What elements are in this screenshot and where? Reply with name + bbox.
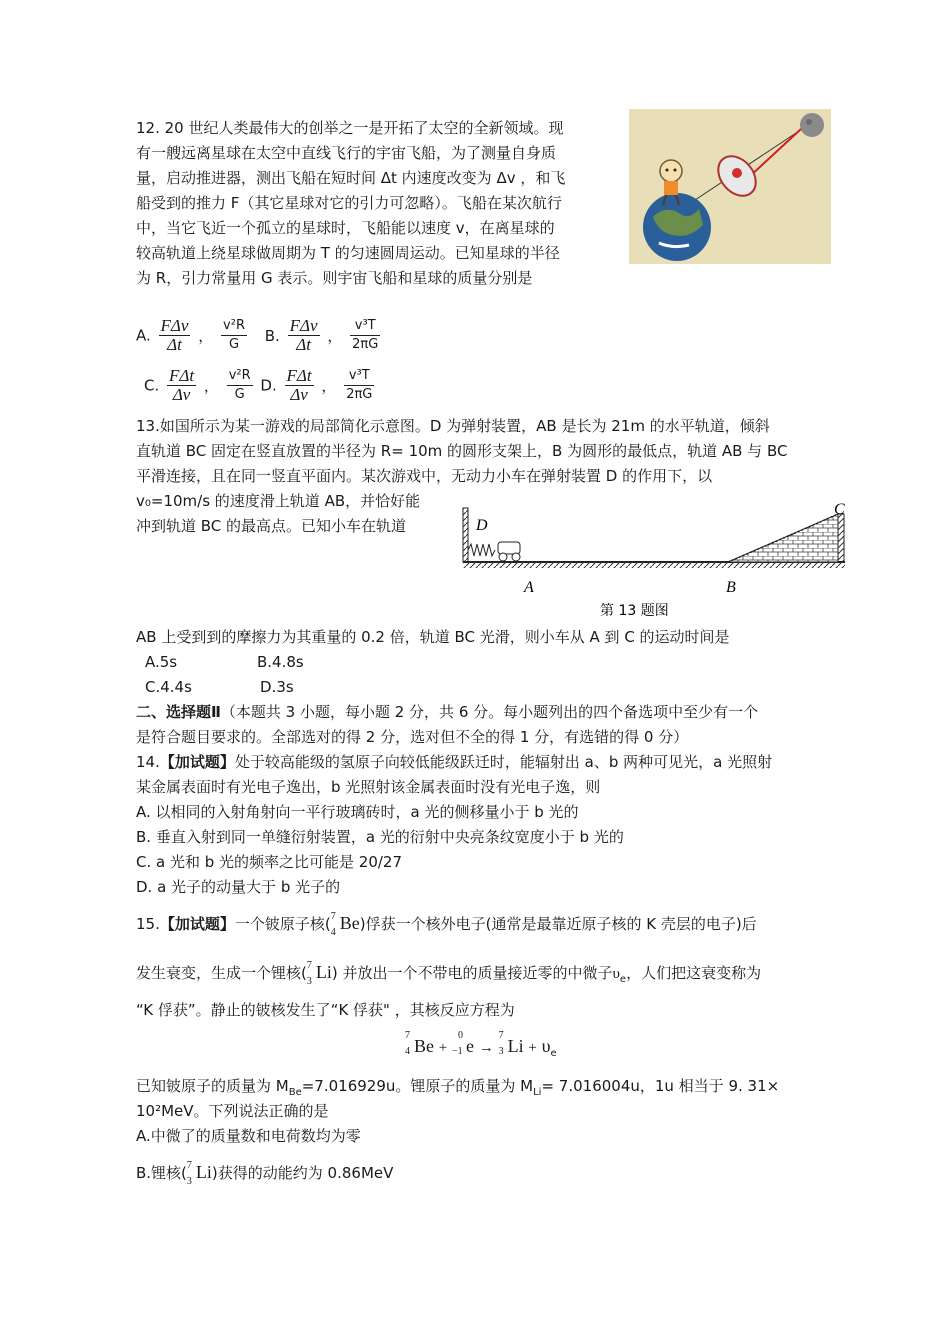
q13-line-2: 直轨道 BC 固定在竖直放置的半径为 R= 10m 的圆形支架上，B 为圆形的最低点，轨道 AB 与 BC	[136, 442, 788, 460]
eq-be-charge: 4	[405, 1046, 410, 1057]
q14-option-c: C. a 光和 b 光的频率之比可能是 20/27	[136, 853, 403, 871]
optb-li-symbol: Li	[195, 1162, 212, 1182]
q14-tag: 【加试题】	[159, 753, 235, 771]
q15-number: 15.	[136, 915, 160, 933]
q12-b-frac1-num: FΔv	[289, 316, 318, 335]
q13-line-4: v₀=10m/s 的速度滑上轨道 AB，并恰好能	[136, 492, 421, 510]
eq-li-mass: 7	[498, 1030, 504, 1041]
eq-neutrino-sub: e	[550, 1048, 557, 1059]
q12-c-frac2-num: v²R	[227, 367, 253, 386]
q14-stem-1: 处于较高能级的氢原子向较低能级跃迁时，能辐射出 a、b 两种可见光，a 光照射	[234, 753, 773, 771]
q14-option-b: B. 垂直入射到同一单缝衍射装置，a 光的衍射中央亮条纹宽度小于 b 光的	[136, 828, 624, 846]
eq-li-charge: 3	[498, 1046, 504, 1057]
q12-d-frac1-den: Δv	[290, 385, 308, 404]
q13-caption: 第 13 题图	[600, 603, 669, 619]
be-mass: 7	[330, 911, 336, 922]
eq-be	[405, 1030, 434, 1057]
q13-label-b: B	[726, 579, 736, 596]
q14-line-1	[136, 752, 772, 772]
be-charge: 4	[330, 927, 336, 938]
q13-line-3: 平滑连接，且在同一竖直平面内。某次游戏中，无动力小车在弹射装置 D 的作用下，以	[136, 467, 713, 485]
q12-line-6: 较高轨道上绕星球做周期为 T 的匀速圆周运动。已知星球的半径	[136, 244, 560, 262]
q13-option-b: B.4.8s	[257, 653, 304, 671]
optb-li-charge: 3	[186, 1176, 192, 1187]
q14-option-a: A. 以相同的入射角射向一平行玻璃砖时，a 光的侧移量小于 b 光的	[136, 803, 579, 821]
q12-c-frac1-den: Δv	[172, 385, 191, 404]
q13-figure	[460, 500, 850, 625]
q15-l2a: 发生衰变，生成一个锂核(	[136, 964, 307, 982]
q13-label-a: A	[524, 579, 534, 596]
q12-line-7: 为 R，引力常量用 G 表示。则宇宙飞船和星球的质量分别是	[136, 269, 533, 287]
mass-li-sub: Li	[533, 1087, 542, 1098]
q14-line-2: 某金属表面时有光电子逸出，b 光照射该金属表面时没有光电子逸，则	[136, 778, 601, 796]
li-mass: 7	[306, 960, 312, 971]
eq-li	[498, 1030, 524, 1057]
eq-li-symbol: Li	[507, 1036, 524, 1056]
q12-line-4: 船受到的推力 F（其它星球对它的引力可忽略）。飞船在某次航行	[136, 194, 562, 212]
q12-illustration	[629, 109, 831, 264]
q13-label-c: C	[834, 501, 845, 518]
eq-arrow: →	[478, 1040, 494, 1056]
li-symbol: Li	[315, 962, 332, 982]
q15-l1a: 一个铍原子核(	[234, 915, 331, 933]
q13-label-d: D	[476, 517, 488, 534]
q15-option-a: A.中微了的质量数和电荷数均为零	[136, 1127, 361, 1145]
q15-line-1	[136, 911, 757, 938]
q12-b-frac2-den: 2πG	[352, 337, 379, 352]
q13-line-1: 13.如国所示为某一游戏的局部简化示意图。D 为弹射装置，AB 是长为 21m 的水平轨道，倾斜	[136, 417, 770, 435]
eq-plus-1: +	[438, 1040, 448, 1056]
q12-line-2: 有一艘远离星球在太空中直线飞行的宇宙飞船，为了测量自身质	[136, 144, 557, 162]
q13-line-5: 冲到轨道 BC 的最高点。已知小车在轨道	[136, 517, 407, 535]
q12-option-d-label: D.	[260, 376, 277, 395]
q15-l4c: = 7.016004u，1u 相当于 9. 31×	[541, 1077, 780, 1095]
q14-option-d: D. a 光子的动量大于 b 光子的	[136, 878, 341, 896]
q15-equation	[405, 1030, 557, 1059]
q12-a-frac1-den: Δt	[167, 335, 182, 354]
be-symbol: Be	[339, 913, 360, 933]
neutrino-symbol: υ	[612, 966, 620, 982]
q12-c-frac1-num: FΔt	[169, 366, 195, 385]
section-2-title: 二、选择题Ⅱ	[136, 703, 221, 721]
optb-li	[186, 1160, 212, 1187]
q15-line-4	[136, 1076, 779, 1103]
eq-plus-2: +	[528, 1040, 537, 1056]
q14-number: 14.	[136, 753, 160, 771]
q15-l2b: ) 并放出一个不带电的质量接近零的中微子	[331, 964, 613, 982]
q12-a-frac2-den: G	[228, 337, 240, 352]
q12-line-3: 量，启动推进器，测出飞船在短时间 Δt 内速度改变为 Δv ，和飞	[136, 169, 566, 187]
q15-optb-b: )获得的动能约为 0.86MeV	[211, 1164, 394, 1182]
q15-optb-a: B.锂核(	[136, 1164, 187, 1182]
mass-be-sub: Be	[288, 1087, 302, 1098]
q15-l4b: =7.016929u。锂原子的质量为 M	[301, 1077, 534, 1095]
q12-options-cd: C. $\frac{\text{FΔt}}{\Delta v}$ ， $\frac{\text{v²R}}{G}$ D. $\frac{\text{FΔt}}{\Delta v}$ ， $\frac{\text{v³T}}{2\pi G}$	[144, 366, 373, 404]
q13-option-d: D.3s	[260, 678, 294, 696]
q13-line-6: AB 上受到到的摩擦力为其重量的 0.2 倍，轨道 BC 光滑，则小车从 A 到 C 的运动时间是	[136, 628, 730, 646]
q12-option-a-label: A.	[136, 326, 151, 345]
q15-l2c: ，人们把这衰变称为	[626, 964, 762, 982]
eq-e-mass: 0	[458, 1030, 464, 1041]
q15-line-3: “K 俘获”。静止的铍核发生了“K 俘获" ，其核反应方程为	[136, 1001, 515, 1019]
li-charge: 3	[306, 976, 312, 987]
eq-electron	[452, 1030, 475, 1057]
q12-options-ab: A. $\frac{\text{FΔv}}{\Delta t}$ ， $\frac{\text{v²R}}{G}$ B. $\frac{\text{FΔv}}{\Delta t}$ ， $\frac{\text{v³T}}{2\pi G}$	[136, 316, 379, 354]
q12-d-frac1-num: FΔt	[286, 366, 312, 385]
q12-line-5: 中，当它飞近一个孤立的星球时，飞船能以速度 v，在离星球的	[136, 219, 555, 237]
q15-option-b	[136, 1160, 394, 1187]
q13-option-c: C.4.4s	[145, 678, 192, 696]
eq-e-charge: −1	[452, 1046, 463, 1057]
neutrino-sub: e	[619, 974, 627, 985]
q12-d-frac2-den: 2πG	[346, 387, 373, 402]
section-2-line-2: 是符合题目要求的。全部选对的得 2 分，选对但不全的得 1 分，有选错的得 0 分）	[136, 728, 689, 746]
q15-l1b: )俘获一个核外电子(通常是最靠近原子核的 K 壳层的电子)后	[359, 915, 757, 933]
q15-l4a: 已知铍原子的质量为 M	[136, 1077, 289, 1095]
optb-li-mass: 7	[186, 1160, 192, 1171]
nuclide-be	[330, 911, 360, 938]
q12-line-1: 12. 20 世纪人类最伟大的创举之一是开拓了太空的全新领域。现	[136, 119, 564, 137]
eq-be-symbol: Be	[414, 1036, 434, 1056]
q12-option-b-label: B.	[264, 326, 280, 345]
q12-b-frac2-num: v³T	[350, 317, 380, 336]
section-2-intro: （本题共 3 小题，每小题 2 分，共 6 分。每小题列出的四个备选项中至少有一个	[220, 703, 759, 721]
section-2-line-1	[136, 702, 758, 722]
q15-tag: 【加试题】	[159, 915, 235, 933]
q12-option-c-label: C.	[144, 376, 160, 395]
q12-d-frac2-num: v³T	[344, 367, 374, 386]
q15-line-5: 10²MeV。下列说法正确的是	[136, 1102, 329, 1120]
q12-a-frac1-num: FΔv	[160, 316, 189, 335]
eq-be-mass: 7	[405, 1030, 410, 1041]
q12-c-frac2-den: G	[234, 387, 245, 402]
nuclide-li	[306, 960, 332, 987]
q15-line-2	[136, 962, 761, 990]
q12-a-frac2-num: v²R	[221, 317, 247, 336]
q13-option-a: A.5s	[145, 653, 178, 671]
q12-b-frac1-den: Δt	[296, 335, 311, 354]
eq-neutrino: υ	[541, 1036, 551, 1056]
eq-e-symbol: e	[466, 1036, 475, 1056]
